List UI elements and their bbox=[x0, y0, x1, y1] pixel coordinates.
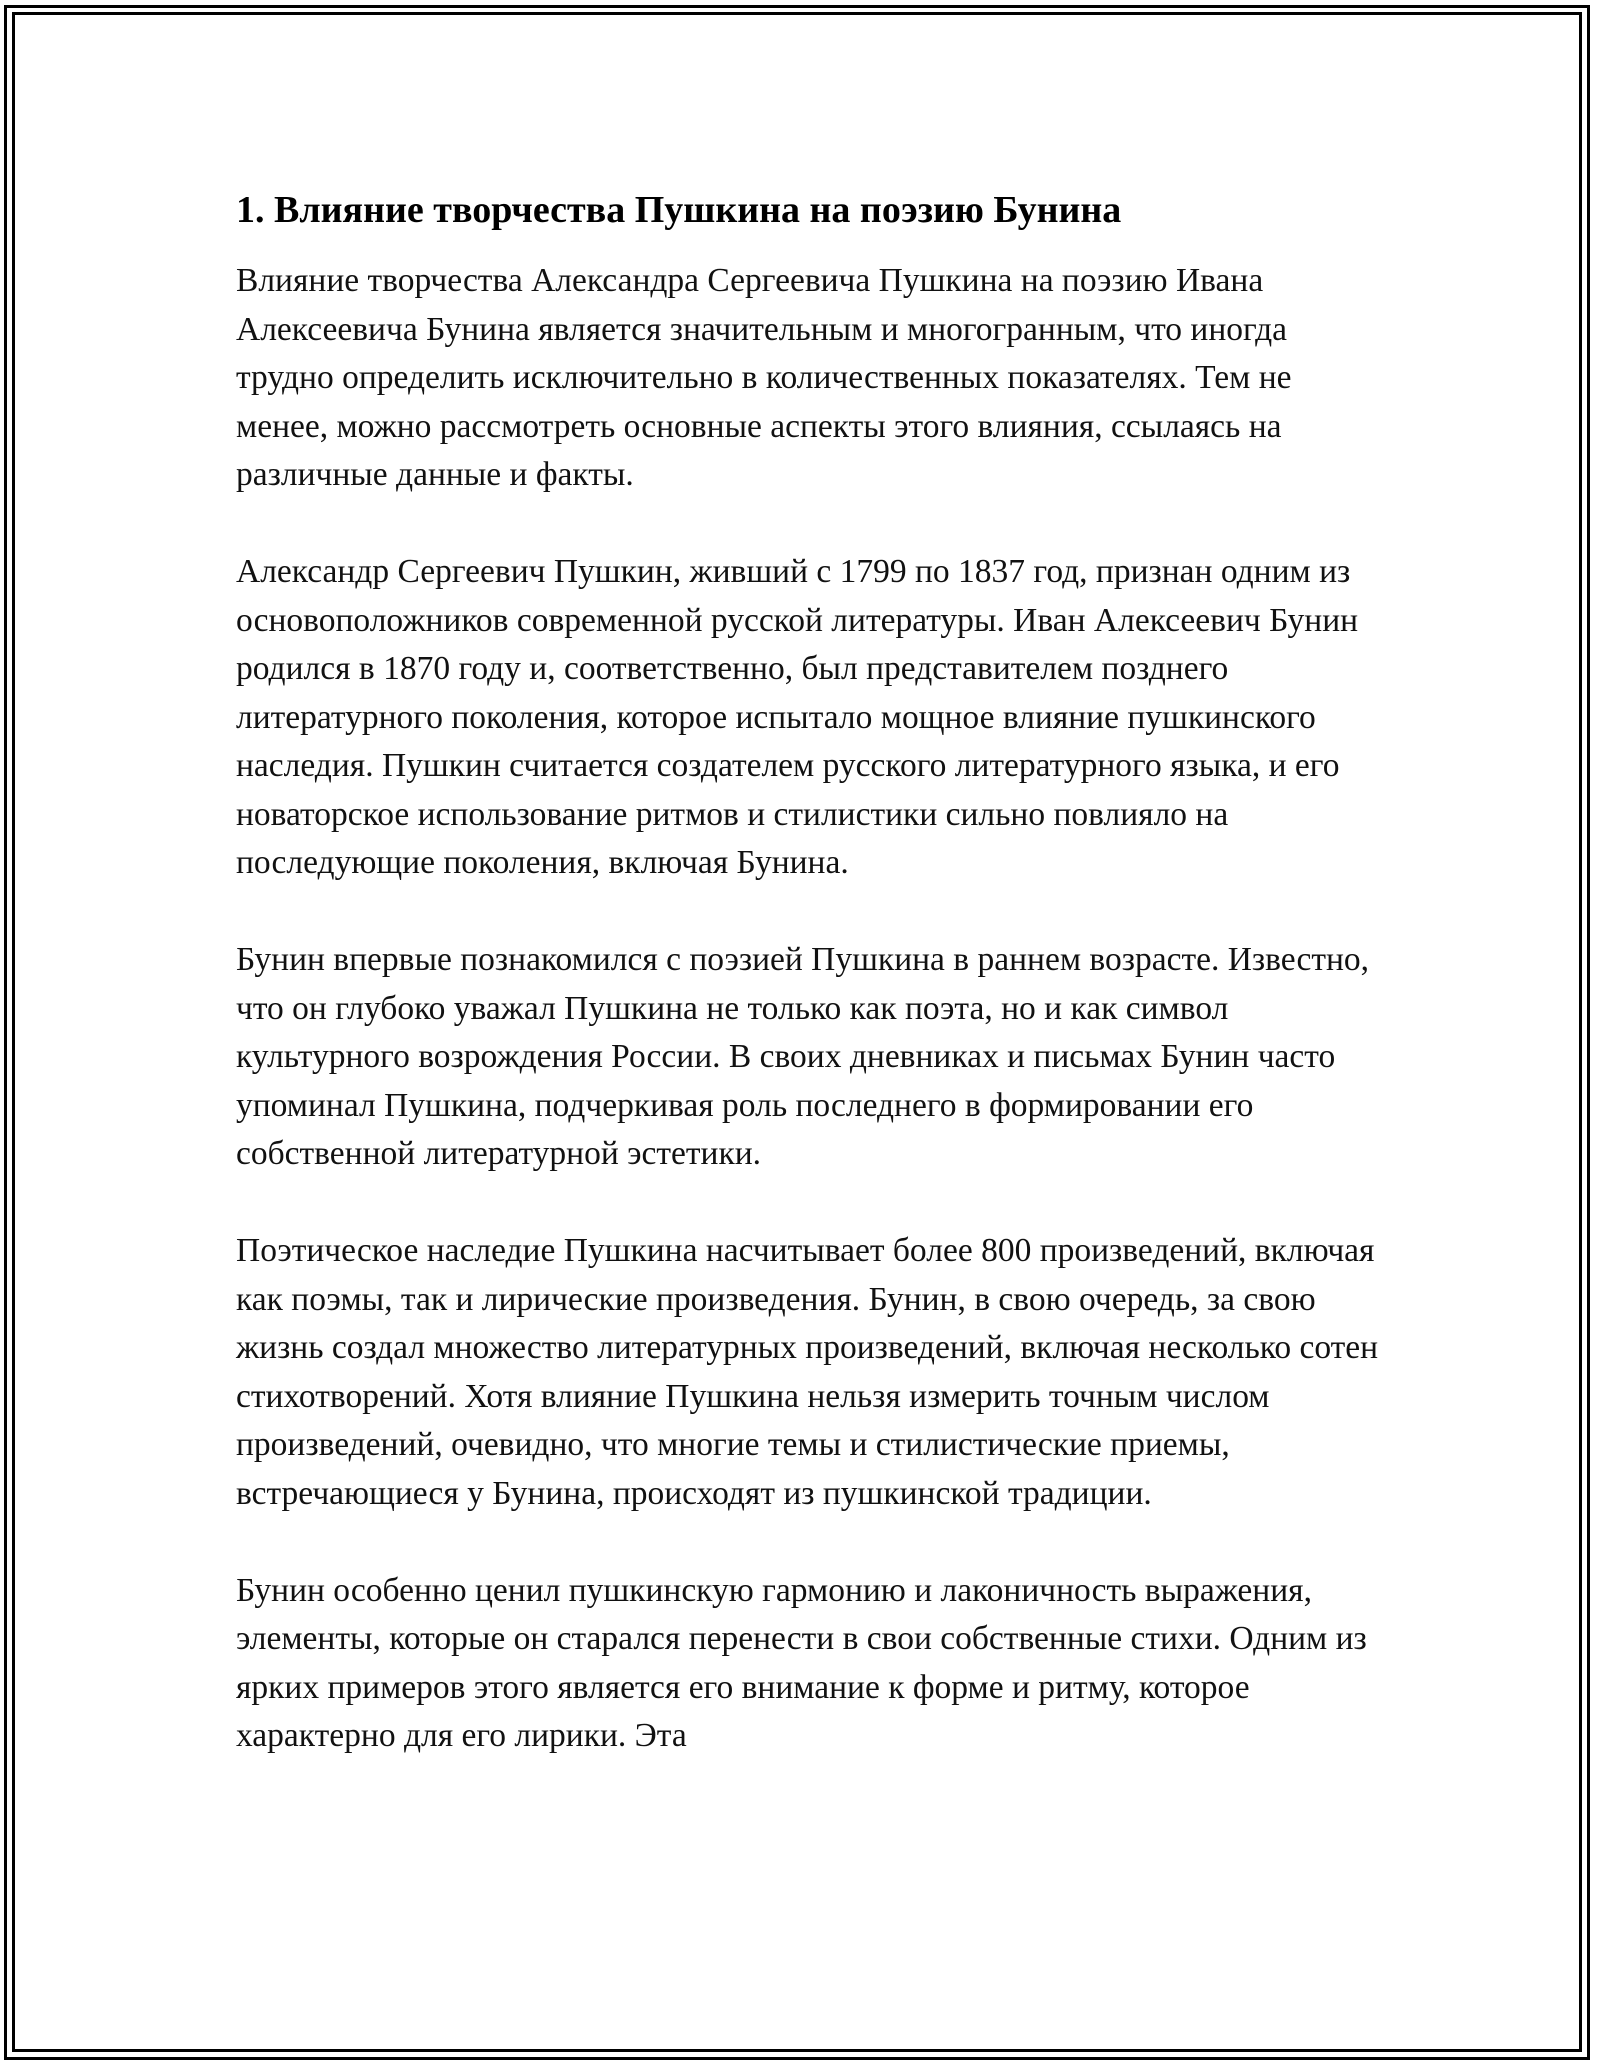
paragraph-acquaintance: Бунин впервые познакомился с поэзией Пушкина в раннем возрасте. Известно, что он глубоко уважал Пушкина не только как поэта, но и как символ культурного возрождения России. В своих дневниках и письмах Бунин часто упоминал Пушкина, подчеркивая роль последнего в формировании его собственной литературной эстетики. bbox=[236, 941, 1370, 1172]
paragraph-legacy: Поэтическое наследие Пушкина насчитывает более 800 произведений, включая как поэмы, так и лирические произведения. Бунин, в свою очередь, за свою жизнь создал множество литературных произведений, включая несколько сотен стихотворений. Хотя влияние Пушкина нельзя измерить точным числом произведений, очевидно, что многие темы и стилистические приемы, встречающиеся у Бунина, происходят из пушкинской традиции. bbox=[236, 1232, 1379, 1512]
paragraph-harmony: Бунин особенно ценил пушкинскую гармонию и лаконичность выражения, элементы, которые он старался перенести в свои собственные стихи. Одним из ярких примеров этого является его внимание к форме и ритму, которое характерно для его лирики. Эта bbox=[236, 1571, 1367, 1754]
document-body bbox=[236, 186, 1386, 1761]
paragraph-biography: Александр Сергеевич Пушкин, живший с 1799 по 1837 год, признан одним из основоположников современной русской литературы. Иван Алексеевич Бунин родился в 1870 году и, соответственно, был представителем позднего литературного поколения, которое испытало мощное влияние пушкинского наследия. Пушкин считается создателем русского литературного языка, и его новаторское использование ритмов и стилистики сильно повлияло на последующие поколения, включая Бунина. bbox=[236, 553, 1359, 881]
paragraph-intro: Влияние творчества Александра Сергеевича Пушкина на поэзию Ивана Алексеевича Бунина является значительным и многогранным, что иногда трудно определить исключительно в количественных показателях. Тем не менее, можно рассмотреть основные аспекты этого влияния, ссылаясь на различные данные и факты. bbox=[236, 262, 1292, 493]
section-heading: 1. Влияние творчества Пушкина на поэзию Бунина bbox=[236, 189, 1122, 231]
